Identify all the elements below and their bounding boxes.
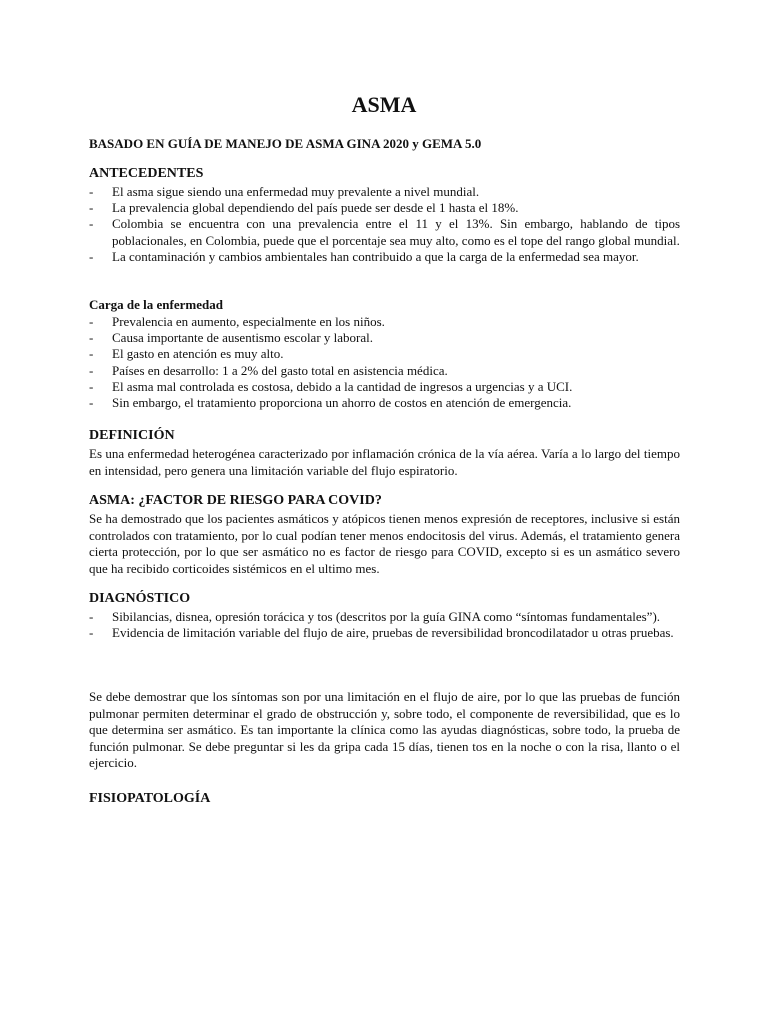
list-item-text: El asma sigue siendo una enfermedad muy prevalente a nivel mundial. [112,184,480,199]
list-item-text: La contaminación y cambios ambientales han contribuido a que la carga de la enfermedad sea mayor. [112,248,639,264]
list-item [89,200,680,216]
list-item-text: Colombia se encuentra con una prevalencia entre el 11 y el 13%. Sin embargo, hablando de tipos poblacionales, en Colombia, puede que el porcentaje sea muy alto, como es el tope del rango global mundial. [112,216,680,248]
bullet-dash: - [89,346,94,362]
list-item-text: Sin embargo, el tratamiento proporciona un ahorro de costos en atención de emergencia. [112,395,572,411]
list-item [89,395,680,411]
list-item [89,609,680,625]
list-item [89,184,680,200]
bullet-list [89,314,680,411]
section-antecedentes [89,166,680,265]
section-diagnostico-paragraph [89,689,680,772]
list-item [89,363,680,379]
document-subtitle: BASADO EN GUÍA DE MANEJO DE ASMA GINA 2020 y GEMA 5.0 [89,136,482,151]
list-item [89,625,680,641]
bullet-dash: - [89,330,94,346]
list-item-text: Sibilancias, disnea, opresión torácica y tos (descritos por la guía GINA como “síntomas fundamentales”). [112,609,661,624]
list-item [89,346,680,362]
list-item [89,379,680,395]
list-item [89,216,680,248]
section-heading: ANTECEDENTES [89,166,204,181]
bullet-dash: - [89,248,94,264]
list-item-text: Prevalencia en aumento, especialmente en los niños. [112,314,385,329]
section-heading: Carga de la enfermedad [89,297,223,312]
bullet-dash: - [89,609,94,624]
section-heading: ASMA: ¿FACTOR DE RIESGO PARA COVID? [89,493,382,508]
list-item [89,330,680,346]
section-diagnostico [89,591,680,642]
list-item-text: Causa importante de ausentismo escolar y laboral. [112,330,374,346]
bullet-dash: - [89,625,94,641]
bullet-dash: - [89,184,94,199]
list-item-text: El gasto en atención es muy alto. [112,346,284,362]
bullet-list [89,609,680,642]
document-title: ASMA [351,92,417,117]
section-paragraph: Es una enfermedad heterogénea caracterizado por inflamación crónica de la vía aérea. Varía a lo largo del tiempo en intensidad, pero genera una limitación variable del flujo espiratorio. [89,446,680,478]
bullet-list [89,184,680,265]
section-paragraph: Se ha demostrado que los pacientes asmáticos y atópicos tienen menos expresión de receptores, inclusive si están controlados con tratamiento, por lo cual podían tener menos endocitosis del virus. Además, el tratamiento genera cierta protección, por lo que ser asmático no es factor de riesgo para COVID, excepto si es un asmático severo que ha recibido corticoides sistémicos en el ultimo mes. [89,511,680,576]
list-item [89,249,680,265]
bullet-dash: - [89,200,94,216]
section-heading: FISIOPATOLOGÍA [89,791,211,806]
bullet-dash: - [89,378,94,394]
section-heading: DIAGNÓSTICO [89,591,191,606]
section-covid [89,493,680,577]
section-paragraph: Se debe demostrar que los síntomas son por una limitación en el flujo de aire, por lo que las pruebas de función pulmonar permiten determinar el grado de obstrucción y, sobre todo, el componente de reversibilidad, que es lo que determina ser asmático. Es tan importante la clínica como las ayudas diagnósticas, sobre todo, la prueba de función pulmonar. Se debe preguntar si les da gripa cada 15 días, tienen tos en la noche o con la risa, llanto o el ejercicio. [89,689,680,771]
section-carga [89,297,680,411]
list-item [89,314,680,330]
bullet-dash: - [89,362,94,378]
bullet-dash: - [89,216,94,232]
section-fisiopatologia [89,791,680,809]
bullet-dash: - [89,395,94,411]
section-definicion [89,428,680,479]
bullet-dash: - [89,314,94,329]
list-item-text: Evidencia de limitación variable del flujo de aire, pruebas de reversibilidad broncodilatador u otras pruebas. [112,625,674,641]
list-item-text: El asma mal controlada es costosa, debido a la cantidad de ingresos a urgencias y a UCI. [112,378,573,394]
section-heading: DEFINICIÓN [89,428,175,443]
list-item-text: La prevalencia global dependiendo del país puede ser desde el 1 hasta el 18%. [112,200,519,216]
document-subtitle-block [89,136,680,152]
list-item-text: Países en desarrollo: 1 a 2% del gasto total en asistencia médica. [112,362,448,378]
